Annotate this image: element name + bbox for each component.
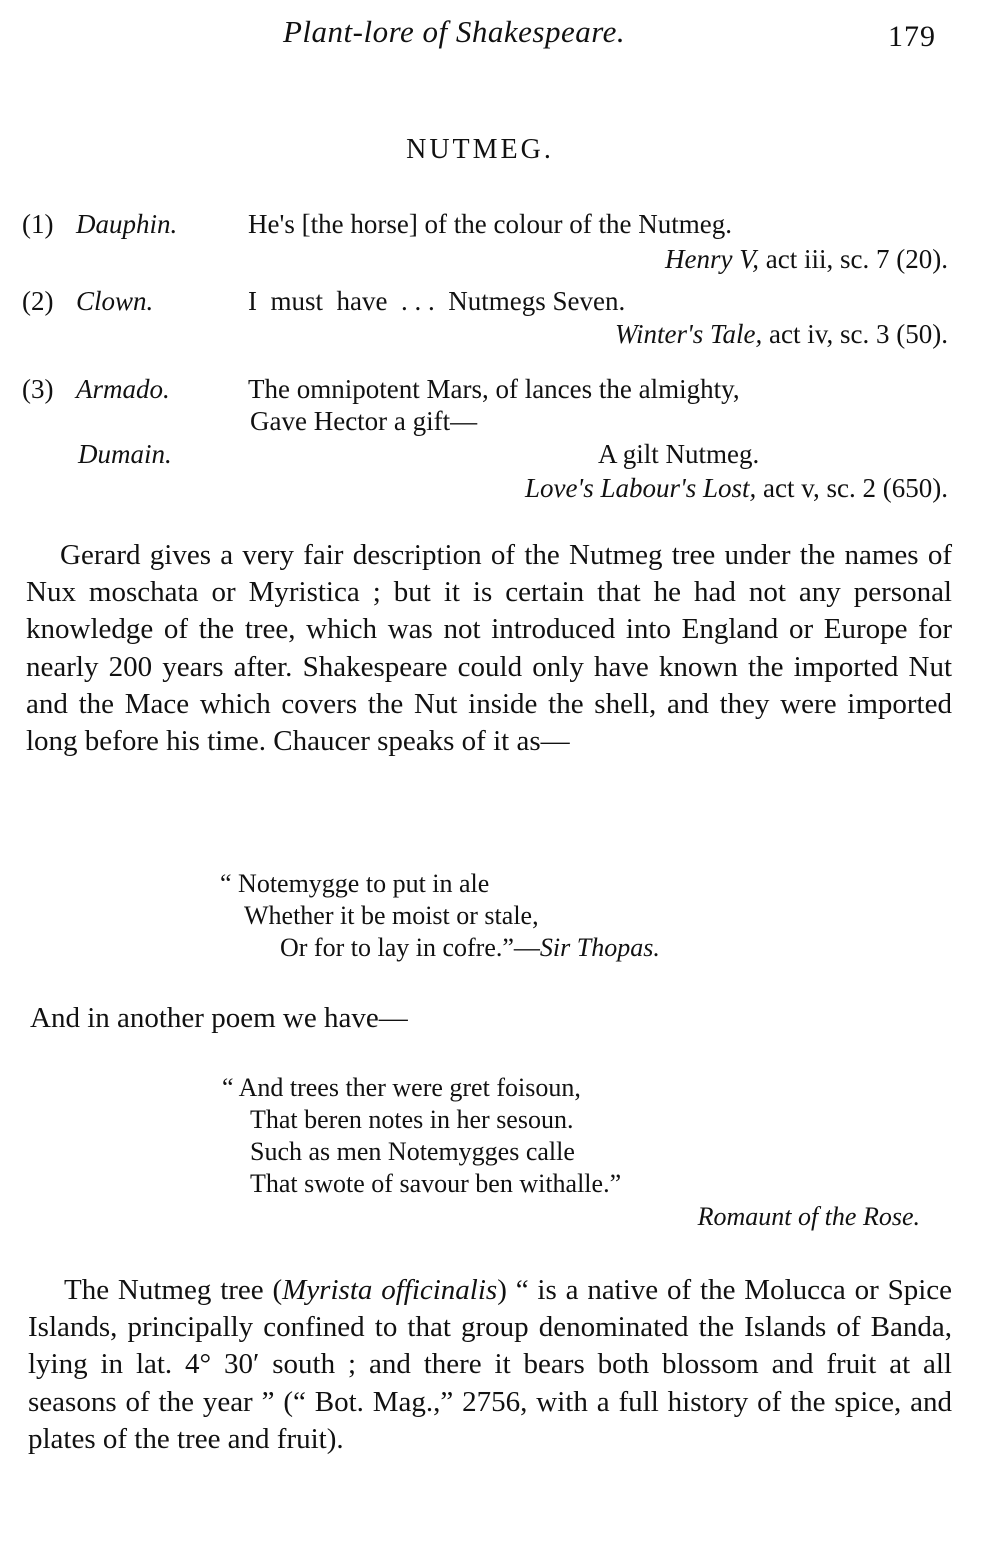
paragraph-intro: The Nutmeg tree ( [64, 1274, 283, 1306]
quote-speaker: Armado. [76, 374, 170, 404]
poem-source: Sir Thopas. [539, 933, 660, 962]
poem-line: Whether it be moist or stale, [244, 901, 539, 930]
poem-romaunt [222, 1072, 622, 1200]
poem-line: That swote of savour ben withalle.” [250, 1169, 622, 1198]
citation-title: Henry V, [665, 244, 760, 274]
quote-number: (3) [22, 374, 54, 404]
poem-line-last [280, 932, 660, 964]
quote-citation [665, 243, 948, 275]
running-head [0, 14, 1000, 54]
quote-number: (2) [22, 286, 54, 316]
quote-citation [525, 472, 948, 504]
page-number: 179 [888, 20, 936, 53]
quote-speaker: Clown. [76, 286, 154, 316]
poem-line: Such as men Notemygges calle [250, 1137, 575, 1166]
poem-line: “ Notemygge to put in ale [220, 869, 490, 898]
quote-number: (1) [22, 209, 54, 239]
poem-line: “ And trees ther were gret foisoun, [222, 1073, 581, 1102]
transition-line: And in another poem we have— [30, 1002, 408, 1034]
poem-source: Romaunt of the Rose. [697, 1202, 920, 1231]
citation-location: act iii, sc. 7 (20). [765, 244, 948, 274]
citation-title: Winter's Tale, [614, 319, 763, 349]
paragraph-nutmeg-tree [28, 1272, 952, 1458]
quote-speaker: Dauphin. [76, 209, 178, 239]
quote-citation [615, 318, 948, 350]
paragraph-text: Gerard gives a very fair description of the Nutmeg tree under the names of Nux moschata or Myristica ; but it is certain that he had not any personal knowledge of the tree, which was not introduced into England or Europe for nearly 200 years after. Shakespeare could only have known the imported Nut and the Mace which covers the Nut inside the shell, and they were imported long before his time. Chaucer speaks of it as— [26, 539, 952, 758]
quote-line: The omnipotent Mars, of lances the almighty, [248, 374, 740, 404]
poem-line: Or for to lay in cofre.”— [280, 933, 540, 962]
quote-text: He's [the horse] of the colour of the Nutmeg. [248, 209, 732, 239]
running-head-title: Plant-lore of Shakespeare. [283, 14, 626, 49]
quote-text: I must have . . . Nutmegs Seven. [248, 286, 626, 316]
poem-sir-thopas [220, 868, 660, 964]
citation-title: Love's Labour's Lost, [524, 473, 757, 503]
poem-line: That beren notes in her sesoun. [250, 1105, 574, 1134]
paragraph-gerard [26, 537, 952, 760]
citation-location: act v, sc. 2 (650). [763, 473, 948, 503]
quote-line: A gilt Nutmeg. [598, 439, 760, 469]
paragraph-text: ) “ is a native of the Molucca or Spice Islands, principally confined to that group denominated the Islands of Banda, lying in lat. 4° 30′ south ; and there it bears both blossom and fruit at all seasons of the year ” (“ Bot. Mag.,” 2756, with a full history of the spice, and plates of the tree and fruit). [28, 1274, 952, 1455]
quote-speaker-2: Dumain. [78, 439, 172, 469]
citation-location: act iv, sc. 3 (50). [769, 319, 948, 349]
quote-line: Gave Hector a gift— [250, 406, 478, 436]
section-heading: NUTMEG. [406, 134, 554, 165]
latin-name: Myrista officinalis [282, 1274, 498, 1306]
